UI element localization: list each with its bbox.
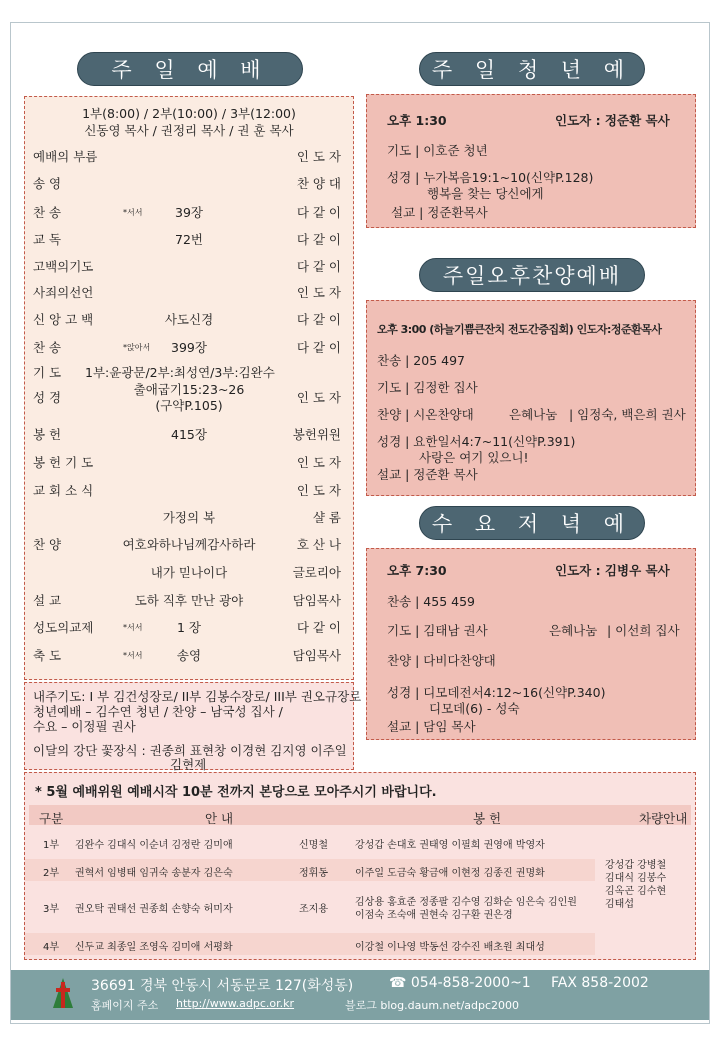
order-item-content: 39장 — [175, 205, 203, 220]
order-item-leader: 다 같 이 — [296, 259, 341, 274]
order-item-leader: 담임목사 — [292, 648, 341, 663]
order-row — [25, 646, 353, 666]
order-item-name: 신 앙 고 백 — [33, 312, 94, 327]
wednesday-service-title: 수 요 저 녁 예 — [419, 506, 645, 540]
youth-leader: 인도자 : 정준환 목사 — [555, 113, 670, 128]
order-row — [25, 203, 353, 223]
prayer-line-3: 수요 – 이정필 권사 — [33, 719, 136, 734]
order-row — [25, 481, 353, 501]
usher-offering: 이주일 도금숙 황금애 이현정 김종진 권명화 — [355, 868, 545, 879]
order-item-note: *서서 — [123, 208, 143, 217]
header-part: 구분 — [39, 811, 64, 826]
drivers-list — [605, 859, 666, 911]
order-item-content: 여호와하나님께감사하라 — [122, 537, 256, 552]
ushers-box — [24, 772, 696, 960]
order-item-leader: 인 도 자 — [296, 455, 341, 470]
order-item-name: 찬 양 — [33, 537, 62, 552]
driver-line: 김태섭 — [605, 899, 634, 910]
order-item-name: 축 도 — [33, 648, 62, 663]
sunday-order-box — [24, 96, 354, 680]
footer-fax: FAX 858-2002 — [551, 975, 649, 991]
order-item-name: 찬 송 — [33, 205, 62, 220]
homepage-label: 홈페이지 주소 — [91, 999, 159, 1012]
youth-prayer: 기도 | 이호준 청년 — [387, 143, 488, 158]
order-item-name: 교 회 소 식 — [33, 483, 94, 498]
header-guide: 안 내 — [205, 811, 234, 826]
order-item-name: 찬 송 — [33, 340, 62, 355]
order-item-leader: 샬 롬 — [312, 510, 341, 525]
order-item-content-2: (구약P.105) — [155, 398, 223, 413]
afternoon-service-title: 주일오후찬양예배 — [419, 258, 645, 292]
order-row — [25, 382, 353, 413]
order-row — [25, 563, 353, 583]
usher-part: 2부 — [43, 868, 60, 879]
order-item-content: 도하 직후 만난 광야 — [134, 593, 244, 608]
afternoon-scripture-title: 사랑은 여기 있으니! — [419, 450, 529, 465]
order-item-leader: 인 도 자 — [296, 149, 341, 164]
order-row — [25, 535, 353, 555]
afternoon-hymn: 찬송 | 205 497 — [377, 353, 465, 368]
driver-line: 강성갑 강병철 — [605, 860, 667, 871]
order-row — [25, 283, 353, 303]
order-item-content: 사도신경 — [164, 312, 214, 327]
order-item-content: 송영 — [176, 648, 202, 663]
header-offering: 봉 헌 — [473, 811, 502, 826]
wednesday-prayer: 기도 | 김태남 권사 — [387, 623, 488, 638]
wednesday-time: 오후 7:30 — [387, 563, 447, 578]
order-row — [25, 425, 353, 445]
order-item-name: 성도의교제 — [33, 620, 94, 635]
order-item-content: 415장 — [171, 427, 207, 442]
usher-row — [25, 895, 595, 921]
order-item-name: 설 교 — [33, 593, 62, 608]
ushers-title: * 5월 예배위원 예배시작 10분 전까지 본당으로 모아주시기 바랍니다. — [35, 785, 437, 800]
afternoon-prayer: 기도 | 김정한 집사 — [377, 380, 478, 395]
order-item-name: 사죄의선언 — [33, 285, 94, 300]
header-drivers: 차량안내 — [639, 811, 688, 826]
driver-line: 김옥곤 김수현 — [605, 886, 667, 897]
order-item-name: 고백의기도 — [33, 259, 94, 274]
order-item-content: 가정의 복 — [162, 510, 216, 525]
order-item-leader: 봉헌위원 — [292, 427, 341, 442]
order-item-leader: 다 같 이 — [296, 620, 341, 635]
order-row — [25, 174, 353, 194]
order-item-name: 봉 헌 — [33, 427, 62, 442]
usher-name: 신명철 — [299, 840, 328, 851]
ministers: 신동영 목사 / 권정리 목사 / 권 훈 목사 — [84, 123, 294, 138]
youth-service-box — [366, 94, 696, 228]
usher-name: 조지용 — [299, 904, 328, 915]
youth-sermon: 설교 | 정준환목사 — [391, 205, 488, 220]
footer — [11, 970, 709, 1020]
usher-part: 3부 — [43, 904, 60, 915]
wednesday-sermon: 설교 | 담임 목사 — [387, 719, 476, 734]
order-item-leader: 다 같 이 — [296, 205, 341, 220]
order-item-content: 출애굽기15:23~26 — [133, 382, 245, 397]
order-row — [25, 618, 353, 638]
usher-offering: 이강철 이나영 박동선 강수진 배초원 최대성 — [355, 942, 545, 953]
usher-row — [25, 859, 595, 881]
sunday-service-title: 주 일 예 배 — [77, 52, 303, 86]
order-item-leader: 다 같 이 — [296, 340, 341, 355]
order-item-leader: 인 도 자 — [296, 483, 341, 498]
footer-address: 36691 경북 안동시 서동문로 127(화성동) — [91, 978, 354, 994]
order-item-leader: 인 도 자 — [296, 390, 341, 405]
order-item-leader: 다 같 이 — [296, 232, 341, 247]
order-item-name: 봉 헌 기 도 — [33, 455, 94, 470]
usher-guide: 권오탁 권태선 권종희 손향숙 허미자 — [75, 904, 233, 915]
youth-service-title: 주 일 청 년 예 — [419, 52, 645, 86]
wednesday-scripture-title: 디모데(6) - 성숙 — [429, 701, 520, 716]
order-item-content: 1부:윤광문/2부:최성연/3부:김완수 — [85, 365, 275, 380]
usher-guide: 권혁서 임병태 임귀숙 송분자 김은숙 — [75, 868, 233, 879]
usher-part: 4부 — [43, 942, 60, 953]
wednesday-share-name: | 이선희 집사 — [607, 623, 680, 638]
order-item-leader: 찬 양 대 — [296, 176, 341, 191]
ushers-header-bar — [29, 805, 691, 825]
prayer-notice-box — [24, 682, 362, 772]
order-item-leader: 인 도 자 — [296, 285, 341, 300]
usher-name: 정휘동 — [299, 868, 328, 879]
flower-line-2: 김현제 — [170, 757, 207, 772]
order-item-name: 송 영 — [33, 176, 62, 191]
order-item-note: *서서 — [123, 623, 143, 632]
wednesday-service-box — [366, 548, 696, 740]
afternoon-praise: 찬양 | 시온찬양대 — [377, 407, 474, 422]
youth-scripture: 성경 | 누가복음19:1~10(신약P.128) — [387, 170, 594, 185]
footer-phone: ☎ 054-858-2000~1 — [389, 975, 531, 991]
homepage-link[interactable]: http://www.adpc.or.kr — [176, 997, 295, 1010]
usher-offering: 김상용 홍효준 정종팔 김수영 김화순 임은숙 김인원 — [355, 897, 577, 908]
afternoon-header: 오후 3:00 (하늘기쁨큰잔치 전도간증집회) 인도자:정준환목사 — [377, 323, 662, 336]
afternoon-scripture: 성경 | 요한일서4:7~11(신약P.391) — [377, 434, 576, 449]
afternoon-service-box — [366, 300, 696, 496]
blog-address: 블로그 blog.daum.net/adpc2000 — [345, 999, 520, 1012]
order-item-leader: 다 같 이 — [296, 312, 341, 327]
wednesday-hymn: 찬송 | 455 459 — [387, 594, 475, 609]
order-item-leader: 호 산 나 — [296, 537, 341, 552]
afternoon-sermon: 설교 | 정준환 목사 — [377, 467, 478, 482]
order-row — [25, 147, 353, 167]
order-item-content: 내가 믿나이다 — [150, 565, 228, 580]
order-item-content: 72번 — [175, 232, 203, 247]
afternoon-share-names: | 임정숙, 백은희 권사 — [569, 407, 686, 422]
order-item-name: 기 도 — [33, 365, 62, 380]
order-item-note: *앉아서 — [123, 343, 151, 352]
youth-time: 오후 1:30 — [387, 113, 447, 128]
afternoon-share: 은혜나눔 — [509, 407, 558, 422]
youth-scripture-title: 행복을 찾는 당신에게 — [427, 186, 544, 201]
order-item-leader: 글로리아 — [292, 565, 341, 580]
flower-line: 이달의 강단 꽃장식 : 권종희 표현창 이경현 김지영 이주일 — [33, 743, 347, 758]
order-row — [25, 338, 353, 358]
church-logo-icon — [51, 976, 75, 1010]
order-row — [25, 591, 353, 611]
usher-offering: 강성갑 손대호 권태영 이필희 권영애 박영자 — [355, 840, 545, 851]
order-row — [25, 310, 353, 330]
wednesday-share: 은혜나눔 — [549, 623, 598, 638]
order-row — [25, 453, 353, 473]
order-item-name: 예배의 부름 — [33, 149, 98, 164]
order-item-name: 성 경 — [33, 390, 62, 405]
prayer-line-1: 내주기도: I 부 김건성장로/ II부 김봉수장로/ III부 권오규장로 — [33, 689, 362, 704]
order-item-note: *서서 — [123, 651, 143, 660]
order-item-name: 교 독 — [33, 232, 62, 247]
usher-guide: 신두교 최종일 조영옥 김미애 서평화 — [75, 942, 233, 953]
usher-row — [25, 831, 595, 853]
order-item-content: 399장 — [171, 340, 207, 355]
usher-guide: 김완수 김대식 이순녀 김정란 김미애 — [75, 840, 233, 851]
usher-offering-2: 이점숙 조숙애 권현숙 김구환 권은경 — [355, 910, 513, 921]
driver-line: 김대식 김봉수 — [605, 873, 667, 884]
service-times: 1부(8:00) / 2부(10:00) / 3부(12:00) — [82, 106, 296, 121]
order-row — [25, 230, 353, 250]
wednesday-scripture: 성경 | 디모데전서4:12~16(신약P.340) — [387, 685, 606, 700]
usher-row — [25, 933, 595, 955]
usher-part: 1부 — [43, 840, 60, 851]
order-item-content: 1 장 — [176, 620, 201, 635]
prayer-line-2: 청년예배 – 김수연 청년 / 찬양 – 남국성 집사 / — [33, 704, 283, 719]
order-row — [25, 257, 353, 277]
wednesday-praise: 찬양 | 다비다찬양대 — [387, 653, 496, 668]
order-row — [25, 508, 353, 528]
order-item-leader: 담임목사 — [292, 593, 341, 608]
wednesday-leader: 인도자 : 김병우 목사 — [555, 563, 670, 578]
